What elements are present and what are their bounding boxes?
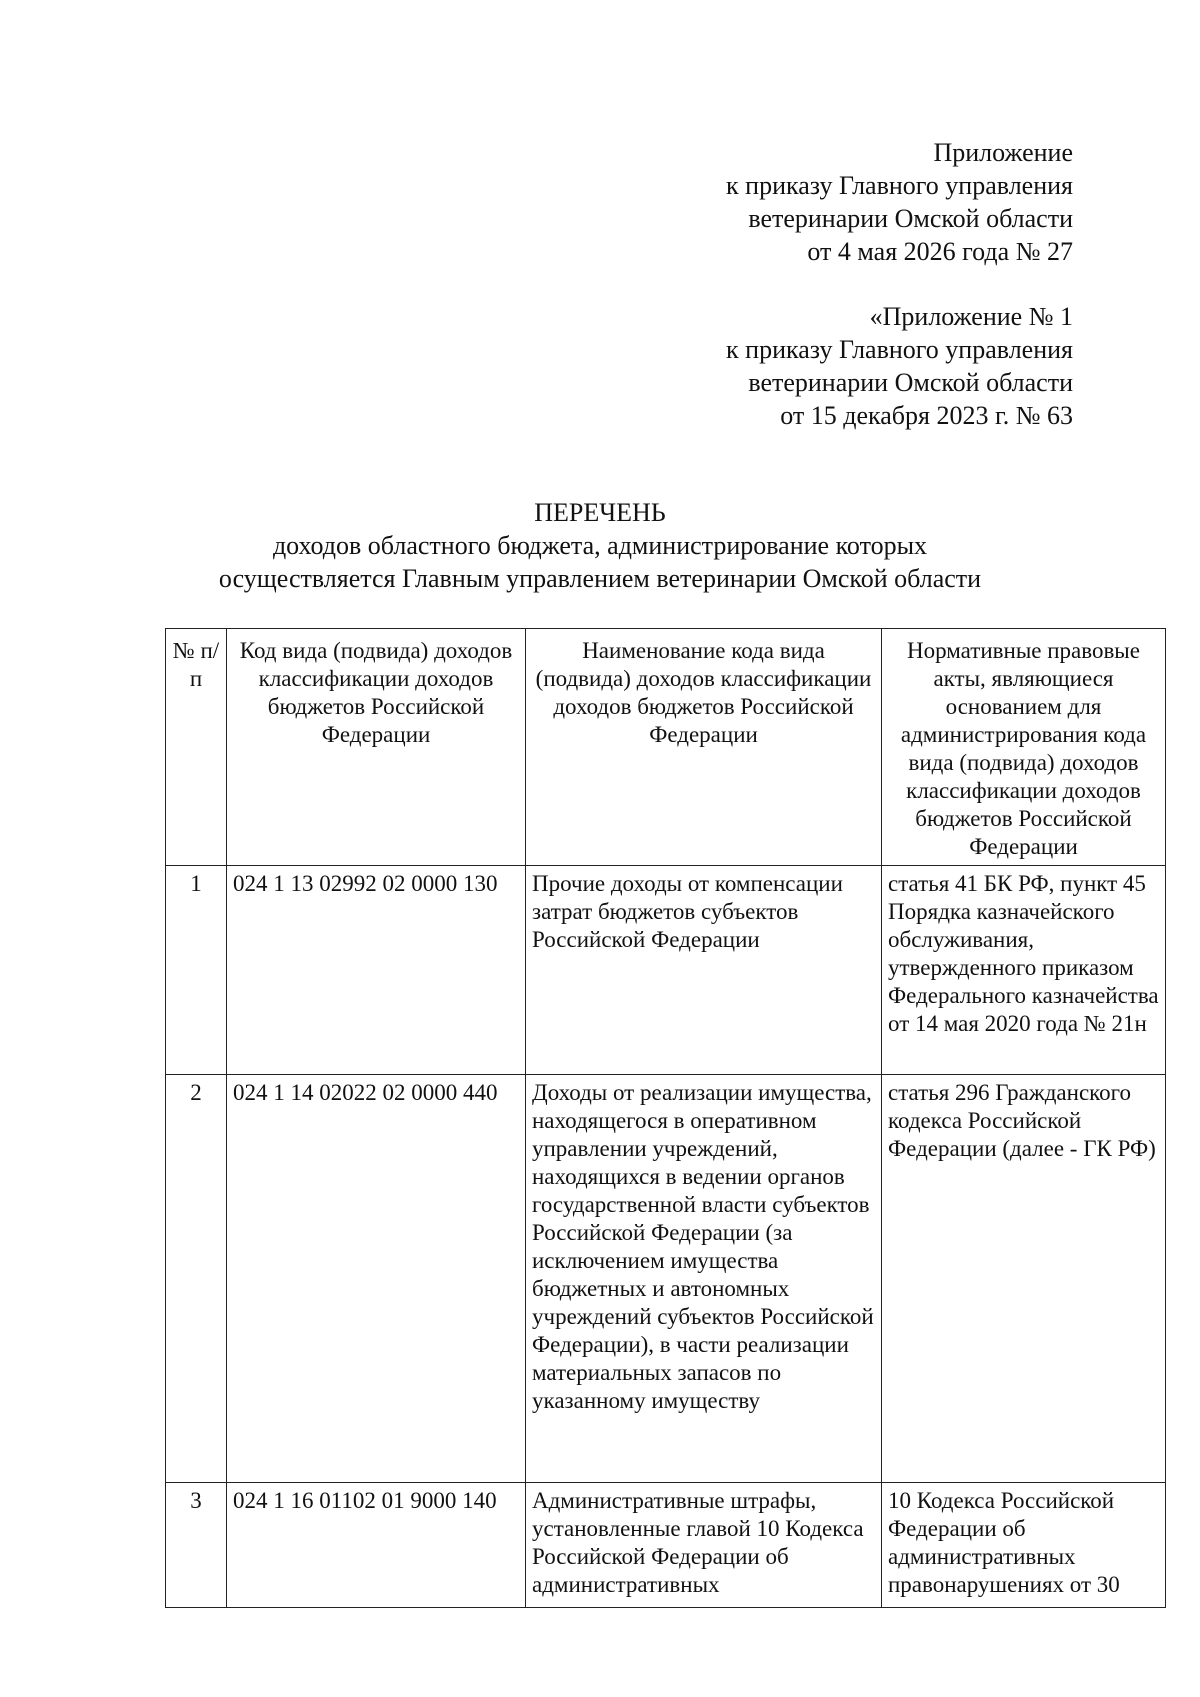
row-number: 3	[166, 1483, 227, 1608]
row-code: 024 1 13 02992 02 0000 130	[227, 866, 526, 1075]
appendix-line: от 4 мая 2026 года № 27	[807, 237, 1073, 266]
appendix-ref-header	[726, 300, 1073, 432]
title-line: осуществляется Главным управлением ветеринарии Омской области	[218, 564, 982, 593]
appendix-header	[726, 136, 1073, 268]
row-number: 1	[166, 866, 227, 1075]
header-code: Код вида (подвида) доходов классификации доходов бюджетов Российской Федерации	[227, 629, 526, 866]
row-name: Прочие доходы от компенсации затрат бюджетов субъектов Российской Федерации	[526, 866, 882, 1075]
income-table	[165, 628, 1166, 1608]
row-name: Доходы от реализации имущества, находящегося в оперативном управлении учреждений, находящихся в ведении органов государственной власти субъектов Российской Федерации (за исключением имущества бюджетных и автономных учреждений субъектов Российской Федерации), в части реализации материальных запасов по указанному имуществу	[526, 1075, 882, 1483]
appendix-ref-line: «Приложение № 1	[869, 302, 1073, 331]
table-row	[166, 866, 1166, 1075]
header-number: № п/п	[166, 629, 227, 866]
appendix-ref-line: от 15 декабря 2023 г. № 63	[780, 401, 1073, 430]
title-heading: ПЕРЕЧЕНЬ	[534, 498, 666, 527]
table-row	[166, 1483, 1166, 1608]
table-header-row	[166, 629, 1166, 866]
header-acts: Нормативные правовые акты, являющиеся основанием для администрирования кода вида (подвида) доходов классификации доходов бюджетов Российской Федерации	[882, 629, 1166, 866]
row-name: Административные штрафы, установленные главой 10 Кодекса Российской Федерации об административных	[526, 1483, 882, 1608]
appendix-line: ветеринарии Омской области	[748, 204, 1073, 233]
title-line: доходов областного бюджета, администрирование которых	[272, 531, 928, 560]
appendix-ref-line: ветеринарии Омской области	[748, 368, 1073, 397]
row-number: 2	[166, 1075, 227, 1483]
row-acts: 10 Кодекса Российской Федерации об административных правонарушениях от 30	[882, 1483, 1166, 1608]
table-row	[166, 1075, 1166, 1483]
appendix-ref-line: к приказу Главного управления	[726, 335, 1073, 364]
header-name: Наименование кода вида (подвида) доходов классификации доходов бюджетов Российской Федерации	[526, 629, 882, 866]
appendix-line: Приложение	[933, 138, 1073, 167]
appendix-line: к приказу Главного управления	[726, 171, 1073, 200]
row-acts: статья 41 БК РФ, пункт 45 Порядка казначейского обслуживания, утвержденного приказом Федерального казначейства от 14 мая 2020 года № 21н	[882, 866, 1166, 1075]
row-acts: статья 296 Гражданского кодекса Российской Федерации (далее - ГК РФ)	[882, 1075, 1166, 1483]
row-code: 024 1 14 02022 02 0000 440	[227, 1075, 526, 1483]
row-code: 024 1 16 01102 01 9000 140	[227, 1483, 526, 1608]
document-title	[0, 496, 1200, 595]
